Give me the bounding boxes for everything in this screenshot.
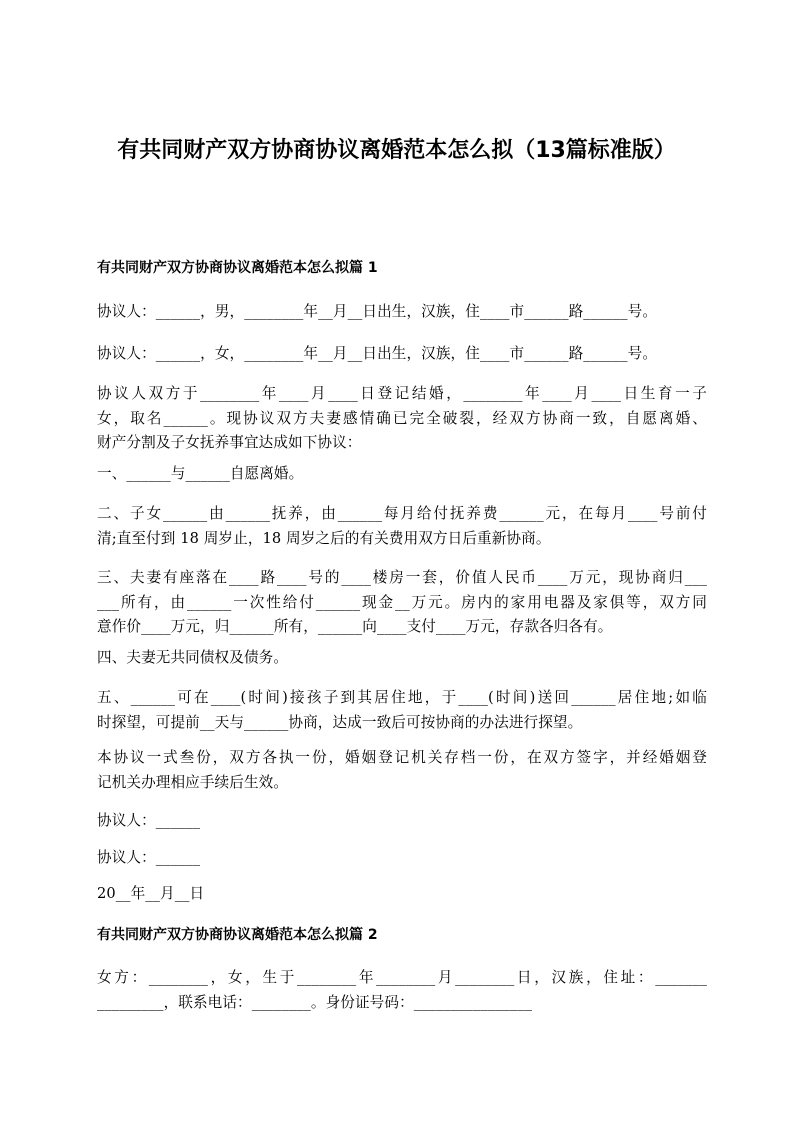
- paragraph-line: 女方：________，女，生于________年________月________日，汉族，住址：_______: [97, 969, 707, 986]
- clause-3: [97, 566, 707, 640]
- section-heading-2: 有共同财产双方协商协议离婚范本怎么拟篇 2: [97, 927, 378, 943]
- paragraph-line: 四、夫妻无共同债权及债务。: [97, 649, 289, 666]
- paragraph-line: 协议人：______: [97, 812, 201, 829]
- paragraph-line: 协议人：______: [97, 849, 201, 866]
- paragraph-line: _________，联系电话：________。身份证号码：________________: [97, 993, 533, 1011]
- paragraph-line: 财产分割及子女抚养事宜达成如下协议：: [97, 434, 362, 451]
- paragraph-line: 记机关办理相应手续后生效。: [97, 773, 289, 791]
- paragraph-line: 一、______与______自愿离婚。: [97, 465, 304, 482]
- paragraph-line: 女，取名______。现协议双方夫妻感情确已完全破裂，经双方协商一致，自愿离婚、: [97, 409, 707, 427]
- paragraph-line: 五、______可在____(时间)接孩子到其居住地，于____(时间)送回______居住地;如临: [97, 689, 707, 706]
- clause-2: [97, 502, 707, 551]
- paragraph-line: 时探望，可提前__天与______协商，达成一致后可按协商的办法进行探望。: [97, 713, 583, 731]
- closing-paragraph: [97, 746, 707, 795]
- document-title: 有共同财产双方协商协议离婚范本怎么拟（13篇标准版）: [117, 138, 676, 163]
- paragraph-line: 本协议一式叁份，双方各执一份，婚姻登记机关存档一份，在双方签字，并经婚姻登: [97, 749, 707, 766]
- paragraph-line: 意作价____万元，归______所有，______向____支付____万元，存款各归各有。: [97, 618, 613, 635]
- paragraph-female-party-info: [97, 966, 707, 1015]
- section-heading-1: 有共同财产双方协商协议离婚范本怎么拟篇 1: [97, 260, 378, 276]
- paragraph-party-male: [97, 300, 707, 325]
- signature-line-1: [97, 809, 707, 834]
- paragraph-line: 清;直至付到 18 周岁止，18 周岁之后的有关费用双方日后重新协商。: [97, 529, 551, 547]
- paragraph-marriage-info: [97, 382, 707, 456]
- paragraph-line: ___所有，由______一次性给付______现金__万元。房内的家用电器及家俱等，双方同: [97, 593, 707, 611]
- paragraph-party-female: [97, 342, 707, 367]
- clause-4: [97, 646, 707, 671]
- paragraph-line: 协议人双方于________年____月____日登记结婚，________年____月____日生育一子: [97, 385, 707, 402]
- paragraph-line: 三、夫妻有座落在____路____号的____楼房一套，价值人民币____万元，现协商归___: [97, 569, 707, 586]
- clause-1: [97, 462, 707, 487]
- paragraph-line: 协议人：______，男，________年__月__日出生，汉族，住____市______路______号。: [97, 303, 658, 320]
- signature-line-2: [97, 846, 707, 871]
- paragraph-line: 20__年__月__日: [97, 885, 205, 902]
- paragraph-line: 二、子女______由______抚养，由______每月给付抚养费______元，在每月____号前付: [97, 505, 707, 522]
- date-line: [97, 882, 707, 907]
- paragraph-line: 协议人：______，女，________年__月__日出生，汉族，住____市______路______号。: [97, 345, 658, 362]
- clause-5: [97, 686, 707, 735]
